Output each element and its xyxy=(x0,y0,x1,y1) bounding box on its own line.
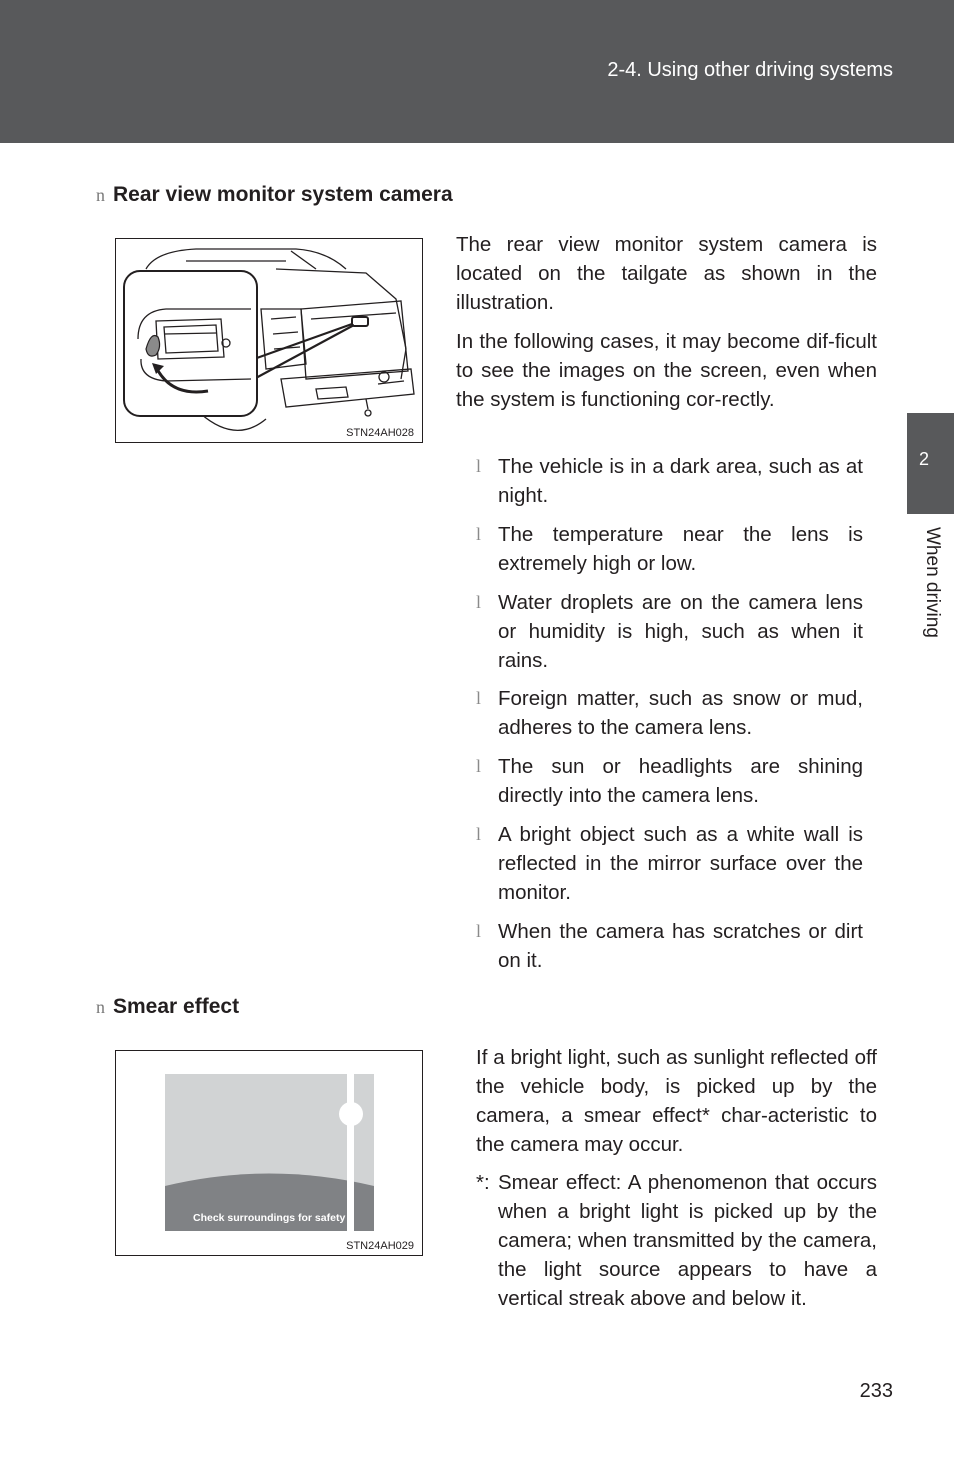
list-item xyxy=(476,452,863,510)
bullet-marker: l xyxy=(476,920,482,941)
bullet-marker: l xyxy=(476,756,482,777)
list-item-text: A bright object such as a white wall is reflected in the mirror surface over the monitor. xyxy=(498,822,863,904)
truck-tailgate-drawing xyxy=(116,239,423,443)
heading-text: Smear effect xyxy=(113,995,240,1018)
paragraph-smear: If a bright light, such as sunlight reflected off the vehicle body, is picked up by the camera, a smear effect* char-acteristic to the camera may occur. xyxy=(476,1046,877,1156)
heading-text: Rear view monitor system camera xyxy=(113,183,453,206)
list-item xyxy=(476,588,863,675)
list-item-text: The vehicle is in a dark area, such as at night. xyxy=(498,455,863,507)
smear-effect-illustration xyxy=(115,1050,423,1256)
page-number: 233 xyxy=(859,1380,893,1402)
paragraph-location: The rear view monitor system camera is located on the tailgate as shown in the illustration. xyxy=(456,233,877,314)
list-item-text: Water droplets are on the camera lens or humidity is high, such as when it rains. xyxy=(498,590,863,672)
chapter-label: When driving xyxy=(922,527,943,638)
screen-message: Check surroundings for safety xyxy=(193,1212,346,1224)
list-item xyxy=(476,752,863,810)
difficult-conditions-list xyxy=(476,452,863,985)
section-title: 2-4. Using other driving systems xyxy=(607,59,893,81)
paragraph-difficult-cases: In the following cases, it may become dif-ficult to see the images on the screen, even when the system is functioning cor-rectly. xyxy=(456,330,877,411)
footnote-text: Smear effect: A phenomenon that occurs when a bright light is picked up by the camera; when transmitted by the camera, the light source appears to have a vertical streak above and below it. xyxy=(498,1171,877,1310)
list-item xyxy=(476,917,863,975)
list-item xyxy=(476,684,863,742)
list-item-text: The temperature near the lens is extremely high or low. xyxy=(498,522,863,575)
list-item xyxy=(476,820,863,907)
heading-marker: n xyxy=(96,997,105,1017)
figure-code: STN24AH029 xyxy=(346,1240,414,1252)
list-item-text: The sun or headlights are shining directly into the camera lens. xyxy=(498,755,863,808)
footnote-marker: *: xyxy=(476,1171,490,1194)
heading-marker: n xyxy=(96,185,105,205)
camera-location-illustration xyxy=(115,238,423,443)
smear-footnote xyxy=(476,1168,877,1313)
monitor-screen-drawing xyxy=(116,1051,423,1256)
list-item xyxy=(476,520,863,578)
section-heading-smear xyxy=(96,995,239,1019)
list-item-text: Foreign matter, such as snow or mud, adheres to the camera lens. xyxy=(498,687,863,740)
smear-description xyxy=(476,1043,877,1159)
bullet-marker: l xyxy=(476,823,482,844)
list-item-text: When the camera has scratches or dirt on it. xyxy=(498,919,863,972)
figure-code: STN24AH028 xyxy=(346,427,414,439)
section-heading-camera xyxy=(96,183,453,207)
bullet-marker: l xyxy=(476,591,482,612)
bullet-marker: l xyxy=(476,456,482,476)
chapter-tab xyxy=(907,413,954,514)
header-band xyxy=(0,0,954,143)
bullet-marker: l xyxy=(476,523,482,544)
chapter-number: 2 xyxy=(918,449,929,469)
bullet-marker: l xyxy=(476,688,482,709)
camera-description xyxy=(456,230,877,414)
